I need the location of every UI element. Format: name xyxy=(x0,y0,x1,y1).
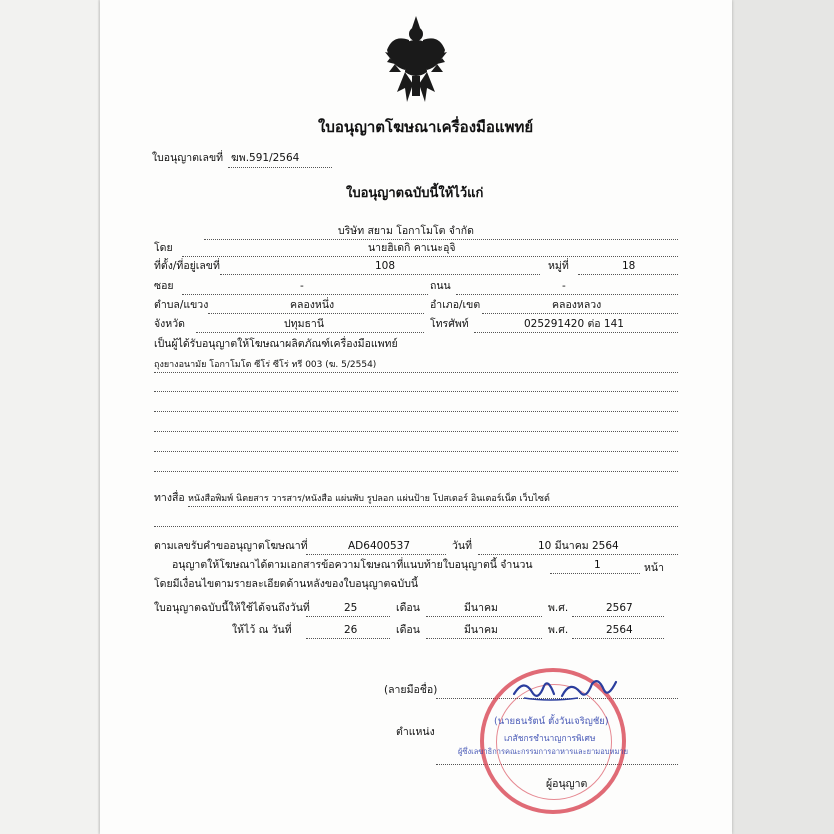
district-value: คลองหลวง xyxy=(552,299,602,311)
signer-department: ผู้ซึ่งเลขาธิการคณะกรรมการอาหารและยามอบหมาย xyxy=(458,747,628,756)
issuer-label: ผู้อนุญาต xyxy=(546,778,588,790)
issued-day: 26 xyxy=(344,624,358,636)
issued-year: 2564 xyxy=(606,624,633,636)
media-underline-1 xyxy=(188,506,678,507)
product-underline-3 xyxy=(154,411,678,412)
license-no-underline xyxy=(228,167,332,168)
by-name: นายฮิเดกิ คาเนะอุจิ xyxy=(368,242,456,254)
road-label: ถนน xyxy=(430,280,451,292)
subdistrict-value: คลองหนึ่ง xyxy=(290,299,335,311)
phone-value: 025291420 ต่อ 141 xyxy=(524,318,624,330)
license-no-value: ฆพ.591/2564 xyxy=(231,152,300,164)
request-date-label: วันที่ xyxy=(452,540,472,552)
request-label: ตามเลขรับคำขออนุญาตโฆษณาที่ xyxy=(154,540,308,552)
issued-year-label: พ.ศ. xyxy=(548,624,569,636)
valid-year: 2567 xyxy=(606,602,633,614)
company-name: บริษัท สยาม โอกาโมโต จำกัด xyxy=(338,225,474,237)
media-underline-2 xyxy=(154,526,678,527)
valid-day: 25 xyxy=(344,602,358,614)
company-underline xyxy=(204,239,678,240)
issued-year-underline xyxy=(572,638,664,639)
allow-text: อนุญาตให้โฆษณาได้ตามเอกสารข้อความโฆษณาที่แนบท้ายใบอนุญาตนี้ จำนวน xyxy=(172,559,533,571)
request-number: AD6400537 xyxy=(348,540,411,552)
by-label: โดย xyxy=(154,242,173,254)
request-date: 10 มีนาคม 2564 xyxy=(538,540,619,552)
valid-day-underline xyxy=(306,616,390,617)
condition-text: โดยมีเงื่อนไขตามรายละเอียดด้านหลังของใบอนุญาตฉบับนี้ xyxy=(154,578,419,590)
document-subtitle: ใบอนุญาตฉบับนี้ให้ไว้แก่ xyxy=(346,186,484,201)
issued-month-label: เดือน xyxy=(396,624,420,636)
moo-label: หมู่ที่ xyxy=(548,260,569,272)
soi-underline xyxy=(182,294,428,295)
valid-month-underline xyxy=(426,616,542,617)
issued-month: มีนาคม xyxy=(464,624,498,636)
valid-year-label: พ.ศ. xyxy=(548,602,569,614)
issued-label: ให้ไว้ ณ วันที่ xyxy=(232,624,292,636)
handwritten-signature-icon xyxy=(510,672,620,706)
product-underline-5 xyxy=(154,451,678,452)
road-underline xyxy=(456,294,678,295)
valid-month: มีนาคม xyxy=(464,602,498,614)
valid-until-label: ใบอนุญาตฉบับนี้ให้ใช้ได้จนถึงวันที่ xyxy=(154,602,310,614)
soi-label: ซอย xyxy=(154,280,174,292)
subdistrict-label: ตำบล/แขวง xyxy=(154,299,209,311)
product-underline-2 xyxy=(154,391,678,392)
address-underline xyxy=(220,274,540,275)
product-underline-4 xyxy=(154,431,678,432)
province-value: ปทุมธานี xyxy=(284,318,324,330)
product-intro: เป็นผู้ได้รับอนุญาตให้โฆษณาผลิตภัณฑ์เครื่องมือแพทย์ xyxy=(154,338,398,350)
media-value: หนังสือพิมพ์ นิตยสาร วารสาร/หนังสือ แผ่นพับ รูปลอก แผ่นป้าย โปสเตอร์ อินเตอร์เน็ต เว็บไซต์ xyxy=(188,494,550,504)
district-label: อำเภอ/เขต xyxy=(430,299,481,311)
subdistrict-underline xyxy=(208,313,424,314)
address-label: ที่ตั้ง/ที่อยู่เลขที่ xyxy=(154,260,220,272)
district-underline xyxy=(482,313,678,314)
address-no: 108 xyxy=(375,260,396,272)
issued-month-underline xyxy=(426,638,542,639)
signature-label: (ลายมือชื่อ) xyxy=(384,684,438,696)
issued-day-underline xyxy=(306,638,390,639)
document-title: ใบอนุญาตโฆษณาเครื่องมือแพทย์ xyxy=(318,118,534,136)
moo-underline xyxy=(578,274,678,275)
request-number-underline xyxy=(306,554,446,555)
license-document xyxy=(100,0,732,834)
pages-unit: หน้า xyxy=(644,562,664,574)
valid-year-underline xyxy=(572,616,664,617)
signer-title: เภสัชกรชำนาญการพิเศษ xyxy=(504,734,596,744)
signer-name: (นายธนรัตน์ ตั้งวันเจริญชัย) xyxy=(494,716,609,727)
by-underline xyxy=(182,256,678,257)
product-underline-1 xyxy=(154,372,678,373)
product-line-1: ถุงยางอนามัย โอกาโมโต ซีโร่ ซีโร่ ทรี 003 (ฆ. 5/2554) xyxy=(154,360,377,370)
phone-underline xyxy=(474,332,678,333)
media-label: ทางสื่อ xyxy=(154,492,185,504)
province-underline xyxy=(196,332,424,333)
pages-value: 1 xyxy=(594,559,601,571)
license-no-label: ใบอนุญาตเลขที่ xyxy=(152,152,224,164)
request-date-underline xyxy=(478,554,678,555)
position-label: ตำแหน่ง xyxy=(396,726,435,738)
pages-underline xyxy=(550,573,640,574)
soi-value: - xyxy=(300,280,304,292)
right-background-strip xyxy=(732,0,834,834)
left-background-strip xyxy=(0,0,98,834)
garuda-emblem-icon xyxy=(383,14,449,106)
valid-month-label: เดือน xyxy=(396,602,420,614)
road-value: - xyxy=(562,280,566,292)
moo-value: 18 xyxy=(622,260,636,272)
phone-label: โทรศัพท์ xyxy=(430,318,469,330)
product-underline-6 xyxy=(154,471,678,472)
province-label: จังหวัด xyxy=(154,318,185,330)
